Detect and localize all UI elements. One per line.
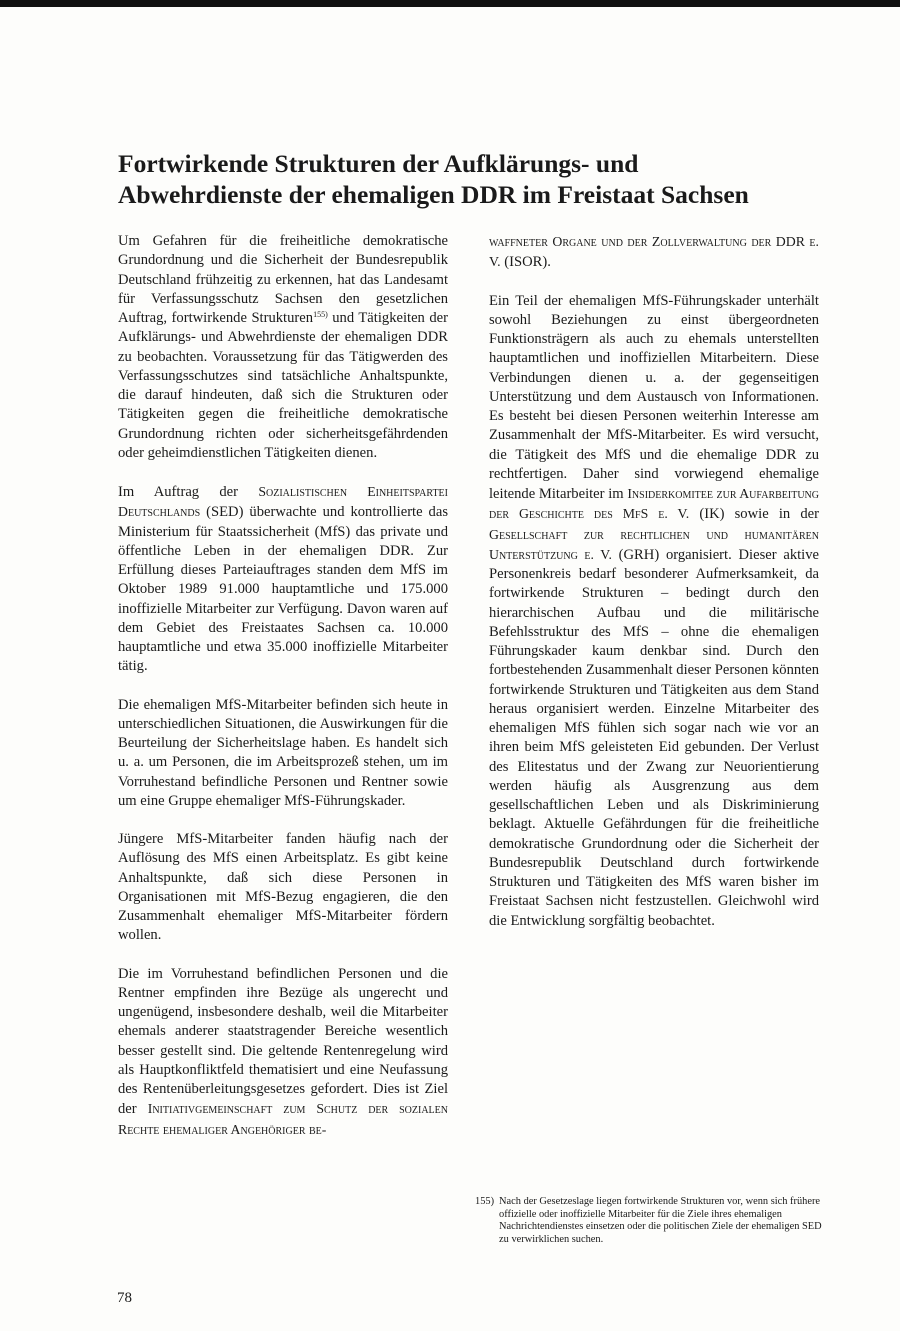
page-title xyxy=(118,148,838,210)
organization-name: waffneter Organe und der Zollverwaltung der DDR e. V. xyxy=(489,234,819,270)
title-line-2: Abwehrdienste der ehemaligen DDR im Freistaat Sachsen xyxy=(118,180,749,209)
right-column xyxy=(489,232,819,950)
paragraph-text: Die im Vorruhestand befindlichen Personen und die Rentner empfinden ihre Bezüge als ungerecht und ungenügend, insbesondere deshalb, weil die Mitarbeiter ehemals anderer staatstragender Bereiche wesentlich besser gestellt sind. Die geltende Rentenregelung wird als Hauptkonfliktfeld thematisiert und eine Neufassung des Rentenüberleitungsgesetzes gefordert. Dies ist Ziel der xyxy=(118,965,448,1118)
paragraph-leadership-cadre xyxy=(489,292,819,931)
top-rule xyxy=(0,0,900,7)
organization-name: Gesellschaft zur rechtlichen und humanitären Unterstützung e. V. xyxy=(489,526,819,562)
paragraph-isor-continuation xyxy=(489,232,819,273)
paragraph-intro xyxy=(118,232,448,463)
paragraph-pensioners xyxy=(118,965,448,1140)
organization-name: Insiderkomitee zur Aufarbeitung der Geschichte des MfS e. V. xyxy=(489,486,820,522)
page-number: 78 xyxy=(117,1290,132,1306)
footnote xyxy=(475,1196,823,1246)
organization-name: Initiativgemeinschaft zum Schutz der sozialen Rechte ehemaliger Angehöriger be- xyxy=(118,1101,448,1137)
left-column xyxy=(118,232,448,1159)
paragraph-younger-employees: Jüngere MfS-Mitarbeiter fanden häufig nach der Auflösung des MfS einen Arbeitsplatz. Es gibt keine Anhaltspunkte, daß sich diese Personen in Organisationen mit MfS-Bezug engagieren, die den Zusammenhalt ehemaliger MfS-Mitarbeiter fördern wollen. xyxy=(118,831,448,944)
footnote-text: Nach der Gesetzeslage liegen fortwirkende Strukturen vor, wenn sich frühere offizielle oder inoffizielle Mitarbeiter für die Ziele ihres ehemaligen Nachrichtendienstes einsetzen oder die politischen Ziele der ehemaligen SED zu verwirklichen suchen. xyxy=(499,1196,822,1245)
footnote-number: 155) xyxy=(475,1196,495,1207)
footnote-reference: 155) xyxy=(313,310,328,319)
paragraph-text: (GRH) organisiert. Dieser aktive Personenkreis bedarf besonderer Aufmerksamkeit, da fortwirkende Strukturen – bedingt durch den hierarchischen Aufbau und die militärische Befehlsstruktur des MfS – ohne die ehemaligen Führungskader kaum denkbar sind. Durch den fortbestehenden Zusammenhalt dieser Personen könnten fortwirkende Strukturen und Tätigkeiten aus dem Stand heraus organisiert werden. Einzelne Mitarbeiter des ehemaligen MfS fühlen sich sogar nach wie vor an ihren beim MfS geleisteten Eid gebunden. Der Verlust des Elitestatus und der Zwang zur Neuorientierung werden häufig als Ausgrenzung aus dem gesellschaftlichen Leben und als Diskriminierung beklagt. Aktuelle Gefährdungen für die freiheitliche demokratische Grundordnung oder die Sicherheit der Bundesrepublik Deutschland durch fortwirkende Strukturen und Tätigkeiten des MfS waren bisher im Freistaat Sachsen nicht festzustellen. Gleichwohl wird die Entwicklung sorgfältig beobachtet. xyxy=(489,546,819,929)
paragraph-text: (ISOR). xyxy=(500,254,551,271)
paragraph-former-employees: Die ehemaligen MfS-Mitarbeiter befinden sich heute in unterschiedlichen Situationen, die Auswirkungen für die Beurteilung der Sicherheitslage haben. Es handelt sich u. a. um Personen, die im Arbeitsprozeß stehen, um im Vorruhestand befindliche Personen und Rentner sowie um eine Gruppe ehemaliger MfS-Führungskader. xyxy=(118,696,448,809)
paragraph-text: (IK) sowie in der xyxy=(689,506,820,523)
paragraph-text: (SED) überwachte und kontrollierte das Ministerium für Staatssicherheit (MfS) das private und öffentliche Leben in der ehemaligen DDR. Zur Erfüllung dieses Parteiauftrages standen dem MfS im Oktober 1989 91.000 hauptamtliche und 175.000 inoffizielle Mitarbeiter zur Verfügung. Davon waren auf dem Gebiet des Freistaates Sachsen ca. 10.000 hauptamtliche und etwa 35.000 inoffizielle Mitarbeiter tätig. xyxy=(118,504,448,675)
paragraph-text: Ein Teil der ehemaligen MfS-Führungskader unterhält sowohl Beziehungen zu einst übergeordneten Funktionsträgern als auch zu ehemals unterstellten hauptamtlichen und inoffiziellen Mitarbeitern. Diese Verbindungen dienen u. a. der gegenseitigen Unterstützung und dem Austausch von Informationen. Es besteht bei diesen Personen weiterhin Interesse am Zusammenhalt der MfS-Mitarbeiter. Es wird versucht, die Tätigkeit des MfS und die ehemalige DDR zu rechtfertigen. Daher sind vorwiegend ehemalige leitende Mitarbeiter im xyxy=(489,292,819,502)
paragraph-text: und Tätigkeiten der Aufklärungs- und Abwehrdienste der ehemaligen DDR zu beobachten. Voraussetzung für das Tätigwerden des Verfassungsschutzes sind tatsächliche Anhaltspunkte, die darauf hindeuten, daß sich die Strukturen oder Tätigkeiten gegen die freiheitliche demokratische Grundordnung richten oder sicherheitsgefährdenden oder geheimdienstlichen Tätigkeiten dienen. xyxy=(118,310,449,461)
paragraph-mfs-history xyxy=(118,482,448,677)
paragraph-text: Im Auftrag der xyxy=(118,484,259,500)
paragraph-text: Um Gefahren für die freiheitliche demokratische Grundordnung und die Sicherheit der Bundesrepublik Deutschland frühzeitig zu erkennen, hat das Landesamt für Verfassungsschutz Sachsen den gesetzlichen Auftrag, fortwirkende Strukturen xyxy=(118,233,448,326)
title-line-1: Fortwirkende Strukturen der Aufklärungs- und xyxy=(118,149,639,178)
organization-name: Sozialistischen Einheitspartei Deutschlands xyxy=(118,484,448,520)
